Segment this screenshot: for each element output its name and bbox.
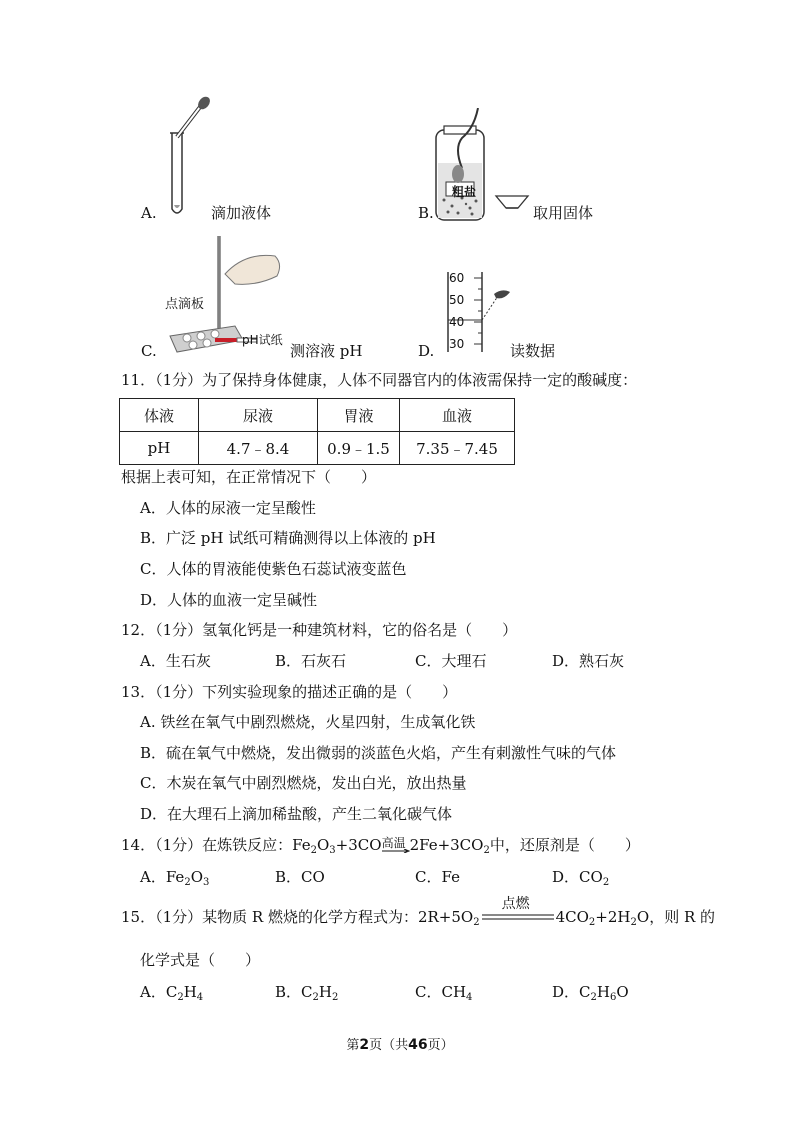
option-b-letter: B.: [418, 204, 434, 222]
q14-condition: 高温: [381, 836, 406, 850]
table-cell: 0.9﹣1.5: [318, 432, 400, 465]
q13-option-d: D．在大理石上滴加稀盐酸，产生二氧化碳气体: [140, 805, 453, 823]
paper-label: pH试纸: [242, 333, 283, 347]
table-cell: pH: [120, 432, 199, 465]
table-row: [120, 399, 515, 432]
q11-option-a: A．人体的尿液一定呈酸性: [140, 499, 316, 517]
ph-table: [119, 398, 515, 465]
cylinder-tick-30: 30: [449, 337, 465, 351]
q12-option-c: C．大理石: [415, 652, 487, 670]
total-pages: 46: [408, 1037, 428, 1053]
q15-option-b: B．$C_2H_2$: [275, 983, 339, 1003]
option-b-caption: 取用固体: [533, 204, 594, 222]
q11-option-d: D．人体的血液一定呈碱性: [140, 591, 318, 609]
q15-condition: 点燃: [501, 896, 530, 912]
cylinder-tick-60: 60: [449, 271, 465, 285]
q12-option-b: B．石灰石: [275, 652, 347, 670]
option-a-letter: A.: [141, 204, 157, 222]
q14-option-d: D．$CO_2$: [552, 868, 610, 888]
q15-prefix: 15．（1分）某物质 R 燃烧的化学方程式为：2R+5O: [121, 908, 474, 926]
table-header-cell: 体液: [120, 399, 199, 432]
q15-stem: 15．（1分）某物质 R 燃烧的化学方程式为：$2R+5O_2$ 点燃 $4CO_2+2H_2O$，则 R 的: [121, 896, 716, 928]
q14-prefix: 14．（1分）在炼铁反应：: [121, 836, 293, 854]
q11-follow: 根据上表可知，在正常情况下（ ）: [121, 468, 377, 486]
table-header-cell: 血液: [400, 399, 515, 432]
q14-option-a: A．$Fe_2O_3$: [140, 868, 210, 888]
q14-stem: [121, 835, 640, 855]
q14-products: $2Fe+3CO_2$: [409, 836, 490, 856]
q15-option-c: C．$CH_4$: [415, 983, 473, 1003]
option-a-caption: 滴加液体: [211, 204, 272, 222]
q14-option-b: B．CO: [275, 868, 325, 886]
plate-label: 点滴板: [165, 297, 205, 312]
table-cell: 4.7﹣8.4: [199, 432, 318, 465]
q15-option-d: D．$C_2H_6O$: [552, 983, 629, 1003]
q12-option-a: A．生石灰: [140, 652, 211, 670]
q15-option-a: A．$C_2H_4$: [140, 983, 204, 1003]
table-header-cell: 尿液: [199, 399, 318, 432]
q14-arrow: [382, 835, 410, 855]
cylinder-tick-40: 40: [449, 315, 465, 329]
option-c-caption: 测溶液 pH: [290, 342, 363, 360]
q11-stem: 11．（1分）为了保持身体健康，人体不同器官内的体液需保持一定的酸碱度：: [121, 371, 638, 389]
q15-arrow: [482, 896, 554, 927]
q13-stem: 13．（1分）下列实验现象的描述正确的是（ ）: [121, 683, 458, 701]
reagent-jar-figure: [432, 108, 532, 223]
q15-suffix: ，则 R 的: [649, 908, 716, 926]
q14-option-c: C．Fe: [415, 868, 460, 886]
q14-suffix: 中，还原剂是（ ）: [489, 836, 640, 854]
q14-reactants: $Fe_2O_3+3CO$: [292, 836, 382, 856]
q12-option-d: D．熟石灰: [552, 652, 625, 670]
q13-option-b: B．硫在氧气中燃烧，发出微弱的淡蓝色火焰，产生有刺激性气味的气体: [140, 744, 617, 762]
option-d-caption: 读数据: [510, 342, 556, 360]
jar-label: 粗盐: [452, 185, 477, 199]
q12-stem: 12．（1分）氢氧化钙是一种建筑材料，它的俗名是（ ）: [121, 621, 518, 639]
q13-option-c: C．木炭在氧气中剧烈燃烧，发出白光，放出热量: [140, 774, 467, 792]
table-cell: 7.35﹣7.45: [400, 432, 515, 465]
option-d-letter: D.: [418, 342, 435, 360]
page-footer: 第2页（共46页）: [346, 1037, 454, 1053]
q11-option-b: B．广泛 pH 试纸可精确测得以上体液的 pH: [140, 529, 436, 547]
page-number: 2: [359, 1037, 370, 1053]
table-header-cell: 胃液: [318, 399, 400, 432]
q15-products: $4CO_2+2H_2O$: [555, 908, 650, 928]
cylinder-tick-50: 50: [449, 293, 465, 307]
dropper-test-tube-figure: [160, 95, 220, 220]
q15-line2: 化学式是（ ）: [140, 951, 261, 969]
option-c-letter: C.: [141, 342, 157, 360]
q11-option-c: C．人体的胃液能使紫色石蕊试液变蓝色: [140, 560, 407, 578]
table-row: [120, 432, 515, 465]
q13-option-a: A. 铁丝在氧气中剧烈燃烧，火星四射，生成氧化铁: [140, 713, 476, 731]
